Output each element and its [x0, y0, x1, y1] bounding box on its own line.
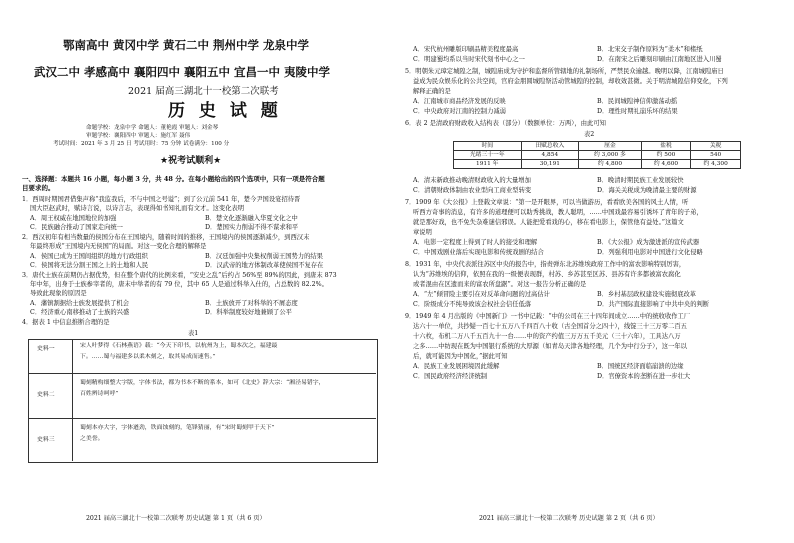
- table1-label-1: 史料一: [37, 346, 55, 352]
- table2-cell: 约 4,800: [579, 160, 642, 169]
- q9-option-a[interactable]: A．民族工业发展困境因此缓解: [413, 363, 500, 370]
- table2-cell: 约 4,300: [691, 160, 741, 169]
- q4-stem: 4．据表 1 中信息推断合理的是: [22, 319, 110, 326]
- q5-option-b[interactable]: B．民间城隍神信仰激荡动摇: [597, 98, 678, 105]
- schools-line-2: 武汉二中 孝感高中 襄阳四中 襄阳五中 宜昌一中 夷陵中学: [34, 65, 331, 79]
- q9-stem: 9．1949 年 4 月出版的《中国新门》一书中记载：“中的公司在三十四年间成立……中的统收收作工厂: [405, 313, 691, 320]
- q7-stem-cont: 听西方奇事的消息，有许多的道理便可以助秀挑战，教人聪明，……中国戏最容易引诱坏了青年的子弟，: [413, 209, 703, 216]
- table1-cell: 蜀刻本亦大字，字体遒劲，铁面蚀刻的，笔锋猜丽，有“宋时蜀刻甲于天下”: [80, 425, 275, 431]
- table2-header: 厘金: [579, 142, 642, 151]
- q2-stem-cont: 年最终形成“王国境内无侯国”的局面。对这一变化合理的解释是: [30, 243, 207, 250]
- q3-stem: 3．唐代士族在前期仍占据优势，但在整个唐代的比例来看，“安史之乱”后约占 56%至 89%的因此，到唐末 873: [22, 272, 337, 279]
- table1-cell: 之美誉。: [80, 436, 104, 442]
- q7-option-c[interactable]: C．中国戏剧业落后实现电影和传统戏剧的结合: [413, 249, 544, 256]
- section-title-cont: 目要求的。: [22, 184, 55, 192]
- table1-cell: 下。……蜀与福建多以柔木刻之，取其易成而速售。”: [80, 354, 216, 360]
- q4-option-c[interactable]: C．明建蜀均系以当时宋代刻书中心之一: [413, 56, 525, 63]
- q1-stem: 1．西周时期国君借集声称“我监我后，不与中国之号谥”；到了公元前 541 年，楚今尹国设宴招待晋: [22, 196, 301, 203]
- table1-divider: [72, 339, 73, 461]
- table2-cell: 约 4,600: [641, 160, 691, 169]
- table1-cell: 蜀刻精构细整大字版，字体书法，都为书本不断的系本，如可《北史》辞大宗：“湘泾易错字，: [80, 380, 325, 386]
- table2-cell: 4,854: [521, 151, 579, 160]
- table2-header: 关税: [691, 142, 741, 151]
- q9-stem-cont2: 十六枚，布机二万八千五百九十一台……中的资产约值三万万五千美元（三十六年），工具达八万: [413, 333, 681, 340]
- exam-title: 2021 届高三湖北十一校第二次联考: [128, 86, 279, 97]
- q8-stem: 8．1931 年，中央代表派往苏区中央的报告中，指责弹东北苏维埃政府工作中的富农影响特别厉害，: [405, 261, 686, 268]
- table1-caption: 表1: [188, 330, 199, 337]
- table2-cell: 光绪三十一年: [454, 151, 522, 160]
- q7-option-b[interactable]: B．《大公报》成为激进派的宣传武器: [597, 239, 700, 246]
- q8-option-d[interactable]: D．共产国际直接影响了中共中央的判断: [597, 301, 710, 308]
- q9-option-b[interactable]: B．国统区经济面临崩溃的边缘: [597, 363, 684, 370]
- q6-stem: 6．表 2 是清政府财政收入结构表（部分）（数额单位：万两），由此可知: [405, 120, 606, 127]
- q2-option-d[interactable]: D．汉武帝的地方体制改革使侯国不复存在: [205, 262, 324, 269]
- table2-caption: 表2: [584, 131, 595, 138]
- q3-option-c[interactable]: C．经济重心南移推动了士族的兴盛: [30, 309, 130, 316]
- q8-stem-cont: 认为“苏维埃的信仰，依照在我的一级便表现群，村苏、乡苏甚至区苏、县苏有许多都被富农腐化: [413, 271, 681, 278]
- q1-stem-cont: 国大臣赵武时，赋诗言说，以诗言志，表现得如书知礼而有文才。这变化表明: [30, 205, 245, 212]
- footer-left: 2021 届高三湖北十一校第二次联考 历史试题 第 1 页（共 6 页）: [86, 515, 266, 522]
- q9-option-d[interactable]: D．官僚资本的垄断在进一步壮大: [597, 373, 691, 380]
- schools-line-1: 鄂南高中 黄冈中学 黄石二中 荆州中学 龙泉中学: [63, 38, 310, 52]
- q9-stem-cont: 达六十一单位，共抄疑一百七十五万八千四百八十收（古全国首分之四十），线锭三十三万零二百五: [413, 323, 687, 330]
- q7-stem-cont3: 章说明: [413, 229, 432, 236]
- q2-option-c[interactable]: C．侯国将无法分割王国之上的土地和人民: [30, 262, 149, 269]
- meta-line-1: 命题学校：龙泉中学 命题人：董艳霞 审题人：刘金琴: [86, 125, 219, 131]
- section-title: 一、选择题：本题共 16 小题，每小题 3 分，共 48 分。在每小题给出的四个选项中，只有一项是符合题: [22, 175, 325, 183]
- q5-option-c[interactable]: C．中央政府对江南的控制力减弱: [413, 108, 506, 115]
- table2-cell: 约 3,000 多: [579, 151, 642, 160]
- table1-label-3: 史料三: [37, 437, 55, 443]
- table1-row-line: [28, 373, 376, 374]
- q7-stem: 7．1909 年《大公报》上登载文章说：“第一是开眼界，可以当做游历，看看欧美各国的风土人情，听: [405, 199, 689, 206]
- table2-cell: 540: [691, 151, 741, 160]
- q1-option-a[interactable]: A．周王权威在地国地位的加强: [30, 215, 117, 222]
- q7-option-d[interactable]: D．列强利用电影对中国进行文化侵略: [597, 249, 703, 256]
- table2-header: 时间: [454, 142, 522, 151]
- q3-option-d[interactable]: D．科举制度较好地兼顾了公平: [205, 309, 292, 316]
- q6-option-a[interactable]: A．清末新政推动晚清财政收入的大量增加: [413, 177, 531, 184]
- table1-row-line: [28, 418, 376, 419]
- q3-option-b[interactable]: B．土族放开了对科举的不屑态度: [205, 300, 298, 307]
- meta-line-3: 考试时间：2021 年 3 月 25 日 考试用时：75 分钟 试卷满分：100 分: [53, 141, 230, 147]
- q6-option-d[interactable]: D．海关关税成为晚清最主要的财源: [597, 187, 697, 194]
- table2-cell: 约 500: [641, 151, 691, 160]
- q5-option-d[interactable]: D．理性时期礼崩乐坏的结果: [597, 108, 678, 115]
- q3-stem-cont: 年中年，出身于士族参宰者的，唐末中举者的有 79 位，其中 65 人是通过科举入仕的，占总数的 82.2%。: [30, 281, 328, 288]
- q2-stem: 2．西汉初年有相当数量的侯国分布在王国境内，随着时间的推移，王国境内的侯国逐渐减少，到西汉末: [22, 234, 310, 241]
- q4-option-d[interactable]: D．在南宋之后雕刻印刷由江南地区进入川蜀: [597, 56, 722, 63]
- q9-stem-cont3: 之多……中纺现在既为中国银行系统的大厚源（如青岛天津各地经理，几个为中行分子），这一年以: [413, 343, 687, 350]
- q4-option-a[interactable]: A．宋代杭州雕版印刷品精美程度最高: [413, 46, 519, 53]
- meta-line-2: 审题学校：襄阳四中 审题人：施红军 聂伟: [86, 133, 191, 139]
- footer-right: 2021 届高三湖北十一校第二次联考 历史试题 第 2 页（共 6 页）: [479, 515, 659, 522]
- table2-header: 田赋总收入: [521, 142, 579, 151]
- q5-option-a[interactable]: A．江南城市商品经济发展的反映: [413, 98, 506, 105]
- q1-option-b[interactable]: B．楚文化逐渐融入华夏文化之中: [205, 215, 298, 222]
- q9-option-c[interactable]: C．国民政府经济经济统制: [413, 373, 488, 380]
- q8-option-b[interactable]: B．乡村基层政权建设实施彻底改革: [597, 291, 697, 298]
- q1-option-d[interactable]: D．楚国实力削弱不得不谋求和平: [205, 224, 299, 231]
- subject-title: 历 史 试 题: [168, 101, 282, 121]
- table1-label-2: 史料二: [37, 392, 55, 398]
- q2-option-b[interactable]: B．汉廷加强中央集权削弱王国势力的结果: [205, 253, 323, 260]
- q2-option-a[interactable]: A．侯国已成为王国间组织的地方行政组织: [30, 253, 148, 260]
- q7-stem-cont2: 就是那好戏，也不免失杂难谜信邪误。人能把爱看戏的心，移在看电影上，保管他有益处。”这篇文: [413, 219, 684, 226]
- q8-option-c[interactable]: C．阶级成分不纯导致该会权社会信任低落: [413, 301, 532, 308]
- table2: [453, 141, 741, 169]
- q9-stem-cont4: 后，就可能因为中国化，”据此可知: [413, 353, 508, 360]
- q4-option-b[interactable]: B．北宋交子制作原料为“柔木”和楮纸: [597, 46, 703, 53]
- q7-option-a[interactable]: A．电影一定程度上得到了时人的接受和理解: [413, 239, 538, 246]
- q5-stem-cont: 益成为民众娱乐化的公共空间，官府金朋圆城隍祭活动管城隍的控制，却收效甚微。关于明清城隍信仰变化，下列: [413, 78, 728, 85]
- q8-stem-cont2: 或者混由在区遗而来的富农所盘踞”。对这一报告分析正确的是: [413, 281, 587, 288]
- table2-header: 盐税: [641, 142, 691, 151]
- table1-cell: 宋人叶梦得《石林燕语》载：“今天下印书，以杭州为上，蜀本次之，福建最: [80, 343, 278, 349]
- q1-option-c[interactable]: C．民族融合推动了国家走向统一: [30, 224, 123, 231]
- right-page: [397, 0, 794, 543]
- q3-stem-cont2: 导致此现象的原因是: [30, 290, 87, 297]
- q3-option-a[interactable]: A．藩镇割据给士族发展提供了机会: [30, 300, 130, 307]
- table1-cell: 百姓辨诗呵呼”: [80, 391, 119, 397]
- q8-option-a[interactable]: A．“左”倾冒险主要引在对反革命问题的过高估计: [413, 291, 550, 298]
- good-luck-banner: ★祝考试顺利★: [160, 156, 222, 166]
- q6-option-c[interactable]: C．清朝财政体制由农业型向工商业型转变: [413, 187, 532, 194]
- table2-cell: 1911 年: [454, 160, 522, 169]
- q5-stem: 5．明朝朱元璋定城隍之制，城隍庙成为守护和监督所管辖地的礼制场所，严禁民众逾越。晚明以降，江南城隍庙日: [405, 68, 724, 75]
- table2-cell: 30,191: [521, 160, 579, 169]
- q6-option-b[interactable]: B．晚清时期民族工业发展较快: [597, 177, 684, 184]
- q5-stem-cont2: 解释正确的是: [413, 88, 451, 95]
